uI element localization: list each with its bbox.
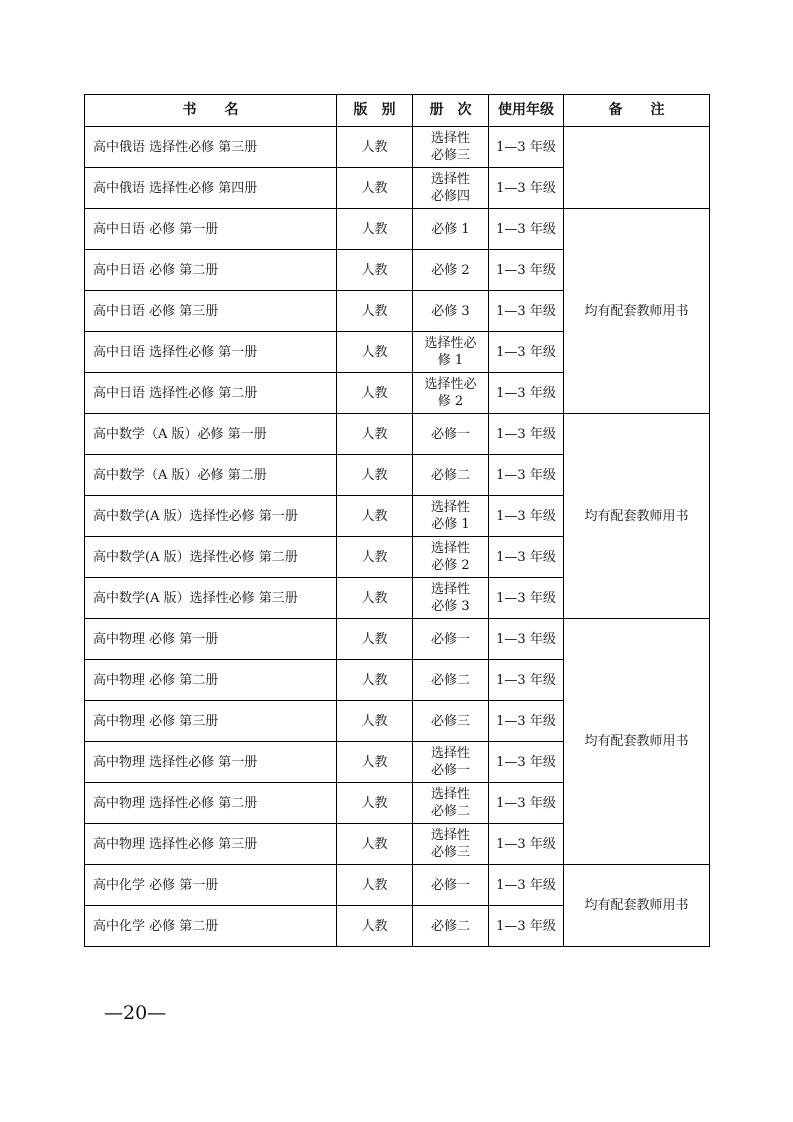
book-name: 高中俄语 选择性必修 第四册 xyxy=(85,168,337,209)
edition: 人教 xyxy=(337,209,413,250)
page-number: —20— xyxy=(104,1002,167,1024)
grade: 1—3 年级 xyxy=(489,865,564,906)
book-name: 高中数学(A 版）选择性必修 第二册 xyxy=(85,537,337,578)
book-name: 高中日语 选择性必修 第二册 xyxy=(85,373,337,414)
grade: 1—3 年级 xyxy=(489,906,564,947)
book-name: 高中日语 必修 第三册 xyxy=(85,291,337,332)
edition: 人教 xyxy=(337,619,413,660)
volume: 选择性 必修 3 xyxy=(413,578,489,619)
book-name: 高中化学 必修 第二册 xyxy=(85,906,337,947)
book-name: 高中数学(A 版）选择性必修 第一册 xyxy=(85,496,337,537)
book-name: 高中数学（A 版）必修 第一册 xyxy=(85,414,337,455)
volume: 必修二 xyxy=(413,455,489,496)
table-row xyxy=(85,619,710,660)
volume: 选择性 必修三 xyxy=(413,127,489,168)
grade: 1—3 年级 xyxy=(489,660,564,701)
edition: 人教 xyxy=(337,332,413,373)
edition: 人教 xyxy=(337,496,413,537)
table-header-row xyxy=(85,95,710,127)
note-russian xyxy=(564,127,710,209)
edition: 人教 xyxy=(337,291,413,332)
edition: 人教 xyxy=(337,660,413,701)
volume: 选择性 必修二 xyxy=(413,783,489,824)
note-math: 均有配套教师用书 xyxy=(564,414,710,619)
book-name: 高中日语 必修 第一册 xyxy=(85,209,337,250)
volume: 选择性 必修三 xyxy=(413,824,489,865)
edition: 人教 xyxy=(337,127,413,168)
edition: 人教 xyxy=(337,373,413,414)
volume: 选择性必 修 1 xyxy=(413,332,489,373)
book-name: 高中物理 选择性必修 第二册 xyxy=(85,783,337,824)
book-name: 高中数学（A 版）必修 第二册 xyxy=(85,455,337,496)
book-name: 高中数学(A 版）选择性必修 第三册 xyxy=(85,578,337,619)
grade: 1—3 年级 xyxy=(489,127,564,168)
table-row xyxy=(85,865,710,906)
volume: 必修 2 xyxy=(413,250,489,291)
volume: 必修三 xyxy=(413,701,489,742)
grade: 1—3 年级 xyxy=(489,537,564,578)
grade: 1—3 年级 xyxy=(489,373,564,414)
edition: 人教 xyxy=(337,742,413,783)
volume: 选择性必 修 2 xyxy=(413,373,489,414)
header-volume: 册 次 xyxy=(413,95,489,127)
header-note: 备 注 xyxy=(564,95,710,127)
grade: 1—3 年级 xyxy=(489,824,564,865)
volume: 必修一 xyxy=(413,414,489,455)
table-row xyxy=(85,414,710,455)
note-physics: 均有配套教师用书 xyxy=(564,619,710,865)
textbook-table xyxy=(84,94,710,947)
grade: 1—3 年级 xyxy=(489,414,564,455)
book-name: 高中物理 必修 第二册 xyxy=(85,660,337,701)
edition: 人教 xyxy=(337,537,413,578)
volume: 必修一 xyxy=(413,865,489,906)
note-chemistry: 均有配套教师用书 xyxy=(564,865,710,947)
table-row xyxy=(85,127,710,168)
grade: 1—3 年级 xyxy=(489,619,564,660)
volume: 选择性 必修 2 xyxy=(413,537,489,578)
volume: 选择性 必修四 xyxy=(413,168,489,209)
book-name: 高中化学 必修 第一册 xyxy=(85,865,337,906)
book-name: 高中物理 必修 第三册 xyxy=(85,701,337,742)
volume: 选择性 必修一 xyxy=(413,742,489,783)
grade: 1—3 年级 xyxy=(489,209,564,250)
edition: 人教 xyxy=(337,865,413,906)
grade: 1—3 年级 xyxy=(489,291,564,332)
header-edition: 版 别 xyxy=(337,95,413,127)
grade: 1—3 年级 xyxy=(489,168,564,209)
edition: 人教 xyxy=(337,250,413,291)
edition: 人教 xyxy=(337,701,413,742)
volume: 必修 1 xyxy=(413,209,489,250)
grade: 1—3 年级 xyxy=(489,455,564,496)
grade: 1—3 年级 xyxy=(489,783,564,824)
grade: 1—3 年级 xyxy=(489,332,564,373)
book-name: 高中物理 选择性必修 第一册 xyxy=(85,742,337,783)
grade: 1—3 年级 xyxy=(489,742,564,783)
edition: 人教 xyxy=(337,455,413,496)
edition: 人教 xyxy=(337,168,413,209)
header-book-name: 书 名 xyxy=(85,95,337,127)
book-name: 高中物理 选择性必修 第三册 xyxy=(85,824,337,865)
edition: 人教 xyxy=(337,906,413,947)
book-name: 高中物理 必修 第一册 xyxy=(85,619,337,660)
volume: 必修一 xyxy=(413,619,489,660)
book-name: 高中日语 选择性必修 第一册 xyxy=(85,332,337,373)
table-row xyxy=(85,209,710,250)
edition: 人教 xyxy=(337,578,413,619)
grade: 1—3 年级 xyxy=(489,578,564,619)
volume: 必修二 xyxy=(413,906,489,947)
edition: 人教 xyxy=(337,783,413,824)
edition: 人教 xyxy=(337,824,413,865)
volume: 选择性 必修 1 xyxy=(413,496,489,537)
volume: 必修 3 xyxy=(413,291,489,332)
header-grade: 使用年级 xyxy=(489,95,564,127)
grade: 1—3 年级 xyxy=(489,496,564,537)
note-japanese: 均有配套教师用书 xyxy=(564,209,710,414)
book-name: 高中日语 必修 第二册 xyxy=(85,250,337,291)
grade: 1—3 年级 xyxy=(489,250,564,291)
grade: 1—3 年级 xyxy=(489,701,564,742)
edition: 人教 xyxy=(337,414,413,455)
book-name: 高中俄语 选择性必修 第三册 xyxy=(85,127,337,168)
volume: 必修二 xyxy=(413,660,489,701)
